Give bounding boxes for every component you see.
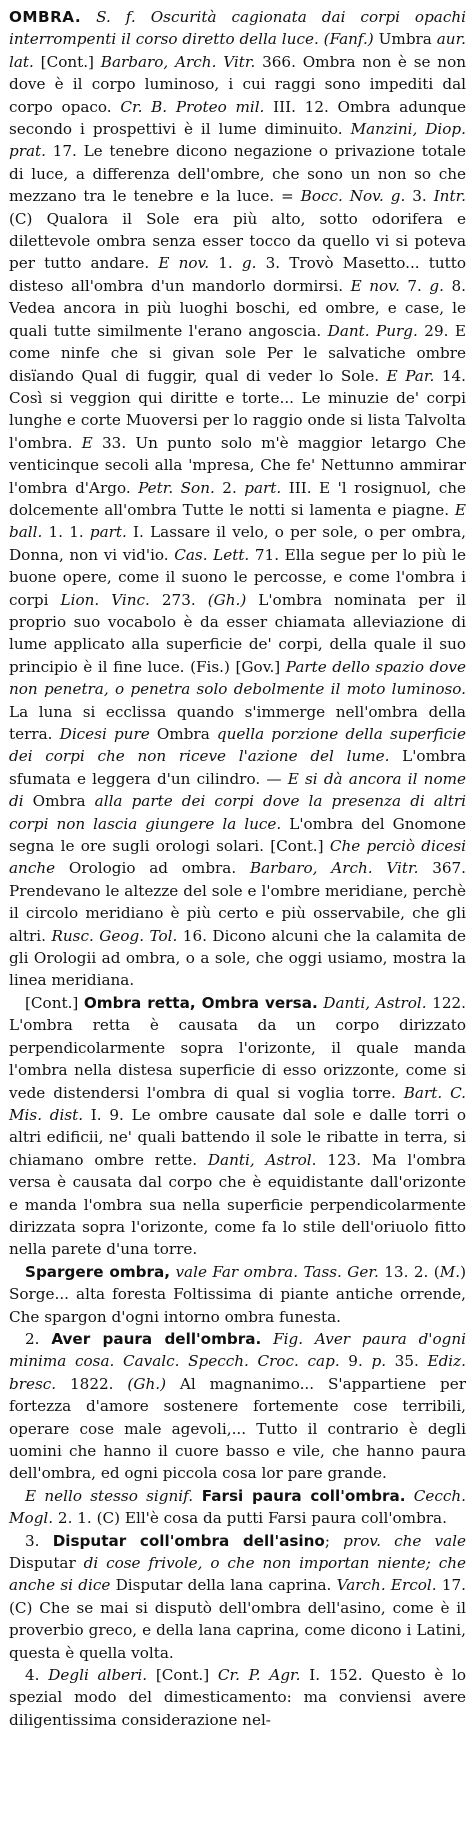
body-text: I. 9. Le ombre causate dal sole e dalle torri o altri edificii, ne' quali battendo il sole le ribatte in terra, si chiamano ombre rette. (9, 1105, 466, 1169)
body-text: 273. (149, 590, 208, 609)
italic-text: Petr. Son. (138, 478, 215, 497)
body-text: 17. Le tenebre dicono negazione o privazione totale di luce, a differenza dell'ombre, che sono un non so che mezzano tra le tenebre e la luce. = (9, 142, 466, 206)
italic-text: Intr. (433, 187, 466, 206)
italic-text: Parte dello spazio dove non penetra, o penetra solo debolmente il moto luminoso. (9, 657, 466, 699)
italic-text: Lion. Vinc. (60, 590, 150, 609)
body-text: 3. (25, 1531, 53, 1550)
italic-text: M. (439, 1262, 461, 1281)
bold-phrase: Spargere ombra, (25, 1262, 171, 1281)
italic-text: part. (244, 478, 282, 497)
body-text: 1. (209, 254, 242, 273)
body-text: [Cont.] (25, 993, 84, 1012)
body-text: Disputar della lana caprina. (110, 1576, 337, 1595)
entry-paragraph-aver-paura (9, 1328, 466, 1485)
italic-text: Danti, Astrol. (317, 993, 427, 1012)
italic-text: E ball. (9, 500, 466, 542)
italic-text: g. (429, 276, 444, 295)
body-text: Disputar (9, 1554, 84, 1573)
body-text: 33. Un punto solo m'è maggior letargo Che venticinque secoli alla 'mpresa, Che fe' Nettunno ammirar l'ombra d'Argo. (9, 433, 466, 497)
body-text: 7. (399, 276, 430, 295)
body-text: 2. (214, 478, 245, 497)
italic-text: Cr. P. Agr. (217, 1666, 301, 1685)
body-text: 366. Ombra non è se non dove è il corpo luminoso, i cui raggi sono impediti dal corpo opaco. (9, 52, 467, 116)
body-text: 123. Ma l'ombra versa è causata dal corpo che è equidistante dall'orizonte e manda l'ombra sua nella superficie perpendicolarmente dirizzata sopra l'orizonte, come fa lo stile dell'oriuolo fitto nella parete d'una torre. (9, 1150, 466, 1259)
body-text: Ombra (149, 725, 217, 743)
italic-text: vale Far ombra. Tass. Ger. (170, 1262, 379, 1281)
entry-paragraph-farsi-paura (9, 1485, 466, 1530)
body-text: L'ombra del Gnomone segna le ore sugli orologi solari. [Cont.] (9, 814, 467, 856)
body-text: Orologio ad ombra. (55, 859, 250, 878)
body-text: 71. Ella segue per lo più le buone opere, come il suono le percosse, e come l'ombra i corpi (9, 545, 466, 609)
body-text: 9. (339, 1352, 372, 1371)
body-text: 1. 1. (42, 523, 90, 542)
body-text: L'ombra sfumata e leggera d'un cilindro. — (9, 747, 467, 788)
entry-paragraph-degli-alberi (9, 1664, 466, 1731)
italic-text: Rusc. Geog. Tol. (51, 926, 178, 945)
italic-text: S. f. Oscurità cagionata dai corpi opachi interrompenti il corso diretto della luce. (Fanf.) (9, 8, 466, 49)
body-text: 2. 1. (C) Ell'è cosa da putti Farsi paura coll'ombra. (53, 1509, 447, 1528)
entry-paragraph-main (9, 6, 466, 992)
headword: OMBRA. (9, 8, 82, 26)
body-text: 3. (405, 187, 434, 206)
italic-text: Fig. Aver paura d'ogni minima cosa. Cavalc. Specch. Croc. cap. (9, 1329, 466, 1371)
entry-paragraph-ombra-retta (9, 992, 466, 1261)
body-text: L'ombra nominata per il proprio suo vocabolo è da esser chiamata alleviazione di lume applicato alla superficie de' corpi, della quale il suo principio è il fine luce. (Fis.) [Gov.] (9, 590, 466, 676)
italic-text: Bocc. Nov. g. (300, 187, 406, 206)
bold-phrase: Disputar coll'ombra dell'asino (52, 1531, 325, 1550)
body-text: III. 12. Ombra adunque secondo i prospettivi è il lume diminuito. (9, 97, 467, 139)
italic-text: Dant. Purg. (327, 321, 418, 340)
italic-text: aur. lat. (9, 30, 466, 71)
italic-text: E (81, 433, 93, 452)
italic-text: Cr. B. Proteo mil. (120, 97, 265, 116)
italic-text: Cas. Lett. (174, 545, 250, 564)
body-text: 2. (25, 1329, 52, 1348)
body-text: Al magnanimo... S'appartiene per fortezza d'amore sostenere fortemente cose terribili, operare cose male agevoli,... Tutto il contrario è degli uomini che hanno il cuore basso e vile, che hanno paura dell'ombra, ed ogni piccola cosa lor pare grande. (9, 1374, 466, 1483)
italic-text: quella porzione della superficie dei corpi che non riceve l'azione del lume. (9, 725, 466, 766)
italic-text: Varch. Ercol. (336, 1576, 437, 1595)
italic-text: (Gh.) (127, 1374, 167, 1393)
body-text: 4. (25, 1666, 49, 1685)
italic-text: E nov. (158, 254, 210, 273)
italic-text: p. (371, 1352, 387, 1371)
italic-text: Ediz. bresc. (9, 1352, 466, 1393)
italic-text: Che perciò dicesi anche (9, 837, 466, 878)
italic-text: Cecch. Mogl. (9, 1486, 466, 1528)
body-text: 17. (C) Che se mai si disputò dell'ombra dell'asino, come è il proverbio greco, e della lana caprina, come dicono i Latini, questa è quella volta. (9, 1576, 466, 1662)
italic-text: E si dà ancora il nome di (9, 769, 466, 811)
italic-text: (Gh.) (207, 590, 247, 609)
body-text: 367. Prendevano le altezze del sole e l'ombre meridiane, perchè il circolo meridiano è più certo e più osservabile, che gli altri. (9, 859, 467, 945)
body-text: Ombra (23, 792, 95, 811)
italic-text: di cose frivole, o che non importan niente; che anche si dice (9, 1554, 467, 1595)
body-text: 13. 2. ( (378, 1262, 440, 1281)
entry-paragraph-spargere-ombra (9, 1261, 466, 1328)
body-text: ) Sorge... alta foresta Foltissima di piante antiche orrende, Che spargon d'ogni intorno ombra funesta. (9, 1262, 467, 1326)
italic-text: Degli alberi. (48, 1666, 148, 1685)
italic-text: Manzini, Diop. prat. (9, 120, 466, 161)
italic-text: Danti, Astrol. (207, 1150, 317, 1169)
body-text: I. 152. Questo è lo spezial modo del dimesticamento: ma conviensi avere diligentissima considerazione nel- (9, 1666, 466, 1729)
italic-text: alla parte dei corpi dove la presenza di altri corpi non lascia giungere la luce. (9, 792, 466, 833)
body-text: I. Lassare il velo, o per sole, o per ombra, Donna, non vi vid'io. (9, 523, 466, 564)
italic-text: prov. che vale (343, 1531, 467, 1550)
italic-text: Barbaro, Arch. Vitr. (100, 52, 256, 71)
body-text: ; (324, 1531, 344, 1550)
italic-text: E nello stesso signif. (25, 1486, 194, 1505)
italic-text: Barbaro, Arch. Vitr. (249, 859, 419, 878)
dictionary-entry-ombra (9, 6, 466, 1731)
italic-text: part. (89, 523, 127, 542)
body-text: (C) Qualora il Sole era più alto, sotto odorifera e dilettevole ombra senza esser tocco da quello vi si poteva per tutto andare. (9, 209, 466, 273)
body-text: III. E 'l rosignuol, che dolcemente all'ombra Tutte le notti si lamenta e piagne. (9, 478, 467, 519)
body-text: 3. Trovò Masetto... tutto disteso all'ombra d'un mandorlo dormirsi. (9, 254, 466, 295)
italic-text: g. (241, 254, 257, 273)
body-text: Umbra (373, 30, 437, 49)
entry-paragraph-disputar (9, 1530, 466, 1664)
italic-text: E nov. (350, 276, 400, 295)
bold-phrase: Ombra retta, Ombra versa. (83, 993, 318, 1012)
body-text: 16. Dicono alcuni che la calamita de gli Orologii ad ombra, o a sole, che oggi usiamo, mostra la linea meridiana. (9, 926, 467, 990)
body-text: [Cont.] (147, 1666, 218, 1685)
body-text: 35. (386, 1352, 428, 1371)
body-text: 122. L'ombra retta è causata da un corpo dirizzato perpendicolarmente sopra l'orizonte, il quale manda l'ombra nella distesa superficie di esso orizzonte, come si vede distendersi l'ombra di qual si voglia torre. (9, 993, 466, 1102)
bold-phrase: Aver paura dell'ombra. (51, 1329, 262, 1348)
body-text: La luna si ecclissa quando s'immerge nell'ombra della terra. (9, 702, 466, 743)
body-text: 1822. (56, 1374, 128, 1393)
body-text: 29. E come ninfe che si givan sole Per le salvatiche ombre disïando Qual di fuggir, qual di veder lo Sole. (9, 321, 466, 385)
italic-text: Dicesi pure (59, 725, 150, 743)
body-text: [Cont.] (33, 52, 101, 71)
body-text: 8. Vedea ancora in più luoghi boschi, ed ombre, e case, le quali tutte similmente l'erano angoscia. (9, 276, 466, 340)
italic-text: Bart. C. Mis. dist. (9, 1083, 467, 1124)
body-text: 14. Così si veggion qui diritte e torte... Le minuzie de' corpi lunghe e corte Muoversi per lo raggio onde si lista Talvolta l'ombra. (9, 366, 466, 452)
bold-phrase: Farsi paura coll'ombra. (193, 1486, 406, 1505)
italic-text: E Par. (386, 366, 435, 385)
